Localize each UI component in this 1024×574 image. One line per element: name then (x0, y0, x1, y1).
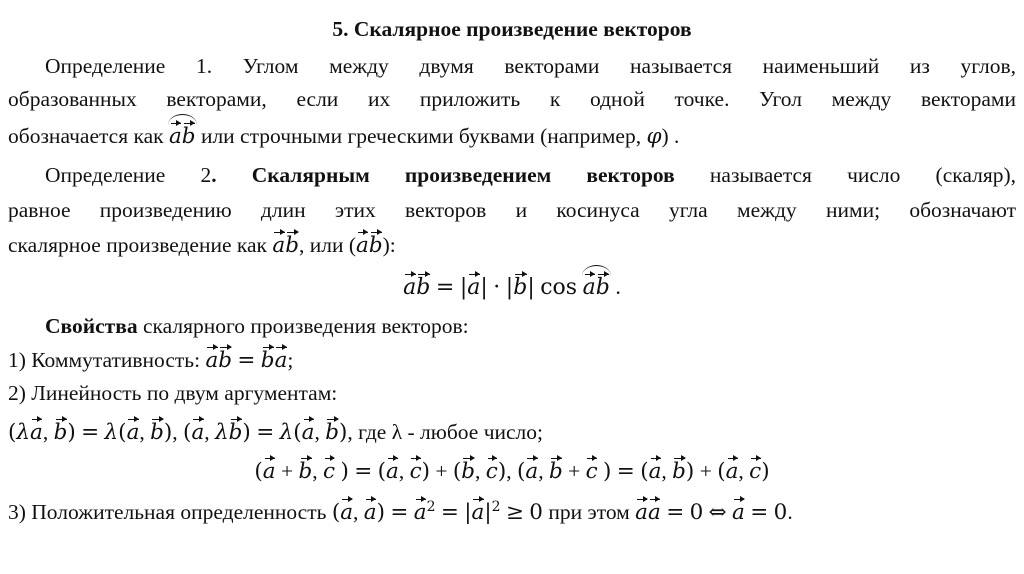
definition-1-line-3 (8, 121, 1016, 152)
definition-2-line-3-text-a: скалярное произведение как (8, 233, 268, 257)
vector-symbol: a (169, 122, 182, 152)
vector-symbol: c (410, 457, 422, 487)
definition-2-prefix: Определение 2 (45, 163, 212, 187)
definition-2-term: . Скалярным произведением векторов (211, 163, 675, 187)
definition-2-line-3-text-b: , или ( (298, 233, 357, 257)
vector-symbol: a (649, 457, 662, 487)
vector-symbol: a (635, 498, 648, 528)
property-2: 2) Линейность по двум аргументам: (8, 381, 338, 405)
property-3: 3) Положительная определенность (a, $a) = a^2 = |a|^2 \ge 0$ при этом aa = 0 ⇔ a = 0. (8, 492, 1016, 528)
vector-symbol: a (272, 231, 285, 261)
vector-symbol: b (461, 457, 475, 487)
vector-symbol: c (323, 457, 335, 487)
definition-2-line-3 (8, 230, 1016, 261)
vector-symbol: b (369, 231, 383, 261)
vector-symbol: a (732, 498, 745, 528)
vector-symbol: a (403, 273, 416, 303)
definition-1-line-3-text-c: ) . (661, 124, 680, 148)
definition-1-line-1: Определение 1. Углом между двумя векторами называется наименьший из углов, (45, 54, 1016, 78)
properties-heading-rest: скалярного произведения векторов: (142, 314, 469, 338)
properties-heading (45, 311, 1016, 341)
vector-symbol: b (416, 273, 430, 303)
vector-symbol: b (549, 457, 563, 487)
vector-symbol: b (672, 457, 686, 487)
vector-symbol: b (182, 122, 196, 152)
vector-symbol: c (749, 457, 761, 487)
vector-symbol: b (299, 457, 313, 487)
section-title: 5. Скалярное произведение векторов (332, 17, 692, 41)
vector-symbol: a (364, 498, 377, 528)
vector-symbol: a (525, 457, 538, 487)
vector-symbol: b (218, 346, 232, 376)
vector-symbol: a (263, 457, 276, 487)
vector-symbol: a (726, 457, 739, 487)
vector-symbol: a (414, 498, 427, 528)
vector-symbol: a (356, 231, 369, 261)
property-2-formula-2: (a + b, c ) = (a, c) + (b, c), (a, b + c ) = (a, b) + (a, c) (0, 456, 1024, 487)
angle-notation (169, 121, 196, 152)
vector-symbol: b (54, 418, 68, 448)
vector-symbol: a (386, 457, 399, 487)
vector-symbol: b (285, 231, 299, 261)
cos-label: cos (540, 275, 578, 300)
definition-1-line-2: образованных векторами, если их приложить к одной точке. Угол между векторами (8, 87, 1016, 111)
property-3-label: 3) Положительная определенность (8, 500, 327, 525)
property-1: 1) Коммутативность: ab = ba; (8, 345, 1016, 376)
vector-symbol: a (302, 418, 315, 448)
vector-symbol: a (340, 498, 353, 528)
definition-2-line-3-text-c: ): (382, 233, 396, 257)
definition-2-line-1 (45, 160, 1016, 190)
property-2-formula-1: (λa, b) = λ(a, b), (a, λb) = λ(a, b), где λ - любое число; (8, 417, 1016, 448)
vector-symbol: b (150, 418, 164, 448)
vector-symbol: c (486, 457, 498, 487)
vector-symbol: a (648, 498, 661, 528)
definition-2-rest: называется число (скаляр), (709, 163, 1017, 187)
vector-symbol: a (30, 418, 43, 448)
vector-symbol: c (586, 457, 598, 487)
definition-1-line-3-text-b: или строчными греческими буквами (например, (200, 124, 642, 148)
definition-2-line-2: равное произведению длин этих векторов и косинуса угла между ними; обозначают (8, 198, 1016, 222)
vector-symbol: a (467, 273, 480, 303)
vector-symbol: a (583, 273, 596, 303)
vector-symbol: b (261, 346, 275, 376)
property-3-mid: при этом (548, 500, 630, 525)
vector-symbol: b (513, 273, 527, 303)
dot-product-formula: ab = |a| · |b| cos ab . (0, 272, 1024, 303)
phi-symbol: φ (646, 124, 662, 149)
definition-1-line-3-text-a: обозначается как (8, 124, 164, 148)
vector-symbol: b (229, 418, 243, 448)
property-1-label: 1) Коммутативность: (8, 348, 201, 372)
vector-symbol: a (275, 346, 288, 376)
vector-symbol: b (596, 273, 610, 303)
vector-symbol: b (325, 418, 339, 448)
vector-symbol: a (191, 418, 204, 448)
property-2-note: , где λ - любое число; (347, 420, 544, 444)
vector-symbol: a (472, 498, 485, 528)
vector-symbol: a (127, 418, 140, 448)
vector-symbol: a (205, 346, 218, 376)
properties-heading-bold: Свойства (45, 314, 138, 338)
